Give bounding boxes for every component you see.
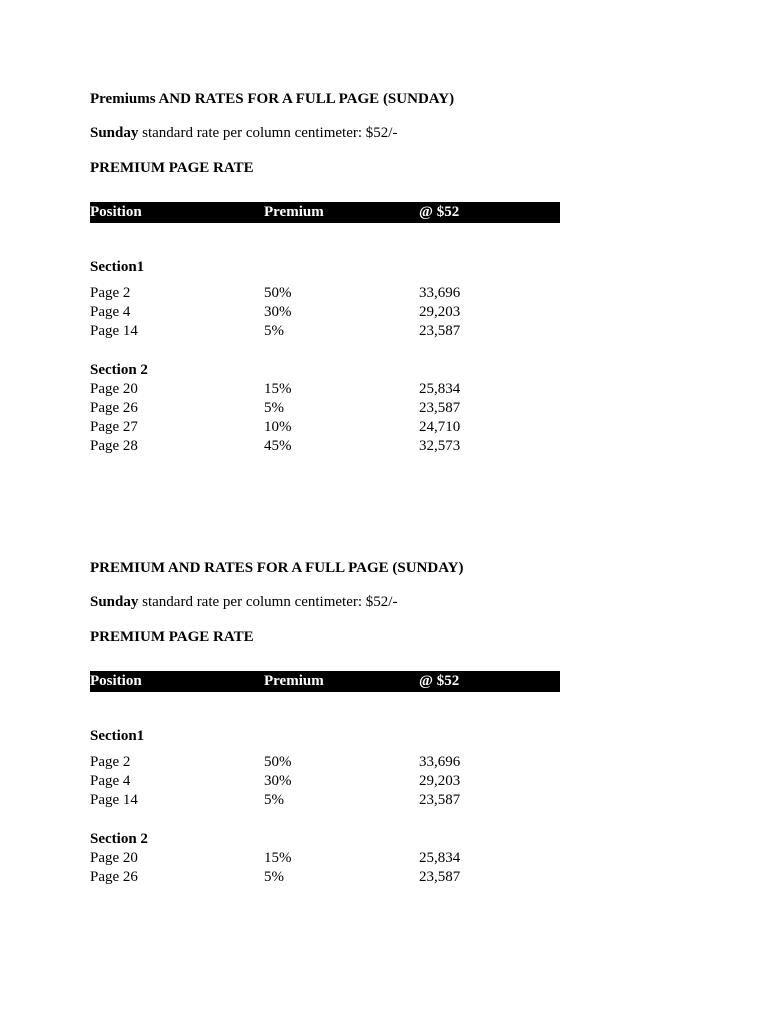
- row-rate: 32,573: [419, 438, 461, 454]
- row-position: Page 26: [90, 869, 138, 885]
- row-premium: 10%: [264, 419, 292, 435]
- document-title: Premiums AND RATES FOR A FULL PAGE (SUNDAY): [90, 91, 455, 107]
- row-position: Page 20: [90, 381, 138, 397]
- rate-description: standard rate per column centimeter: $52/-: [138, 125, 398, 141]
- document-title: PREMIUM AND RATES FOR A FULL PAGE (SUNDAY): [90, 560, 464, 576]
- row-premium: 50%: [264, 285, 292, 301]
- row-rate: 29,203: [419, 773, 461, 789]
- table-row: [90, 381, 560, 400]
- row-premium: 15%: [264, 850, 292, 866]
- column-header-premium: Premium: [264, 673, 324, 689]
- row-position: Page 2: [90, 285, 131, 301]
- table-header: [90, 671, 560, 692]
- row-position: Page 27: [90, 419, 138, 435]
- row-premium: 5%: [264, 323, 284, 339]
- table-row: [90, 285, 560, 304]
- section-label: Section 2: [90, 362, 148, 378]
- row-position: Page 4: [90, 304, 131, 320]
- table-header: [90, 202, 560, 223]
- row-rate: 23,587: [419, 869, 461, 885]
- table-row: [90, 304, 560, 323]
- row-premium: 5%: [264, 400, 284, 416]
- table-row: [90, 323, 560, 342]
- table-row: [90, 792, 560, 811]
- rate-day-label: Sunday: [90, 594, 139, 610]
- row-position: Page 26: [90, 400, 138, 416]
- row-position: Page 4: [90, 773, 131, 789]
- row-rate: 25,834: [419, 381, 461, 397]
- row-position: Page 2: [90, 754, 131, 770]
- section-label: Section 2: [90, 831, 148, 847]
- row-rate: 23,587: [419, 792, 461, 808]
- row-premium: 50%: [264, 754, 292, 770]
- section-label: Section1: [90, 728, 145, 744]
- row-position: Page 28: [90, 438, 138, 454]
- column-header-rate: @ $52: [419, 204, 460, 220]
- row-position: Page 14: [90, 792, 138, 808]
- row-premium: 30%: [264, 304, 292, 320]
- column-header-premium: Premium: [264, 204, 324, 220]
- row-position: Page 20: [90, 850, 138, 866]
- column-header-position: Position: [90, 673, 142, 689]
- row-rate: 33,696: [419, 285, 461, 301]
- row-position: Page 14: [90, 323, 138, 339]
- row-rate: 25,834: [419, 850, 461, 866]
- standard-rate-line: [90, 125, 397, 142]
- premium-page-rate-heading: PREMIUM PAGE RATE: [90, 160, 254, 176]
- row-premium: 5%: [264, 792, 284, 808]
- column-header-position: Position: [90, 204, 142, 220]
- row-premium: 45%: [264, 438, 292, 454]
- standard-rate-line: [90, 594, 397, 611]
- section-label: Section1: [90, 259, 145, 275]
- table-row: [90, 400, 560, 419]
- row-rate: 23,587: [419, 400, 461, 416]
- table-row: [90, 850, 560, 869]
- premium-page-rate-heading: PREMIUM PAGE RATE: [90, 629, 254, 645]
- row-premium: 5%: [264, 869, 284, 885]
- table-row: [90, 438, 560, 457]
- table-row: [90, 869, 560, 888]
- row-premium: 30%: [264, 773, 292, 789]
- table-row: [90, 754, 560, 773]
- table-row: [90, 773, 560, 792]
- table-row: [90, 419, 560, 438]
- row-premium: 15%: [264, 381, 292, 397]
- column-header-rate: @ $52: [419, 673, 460, 689]
- row-rate: 24,710: [419, 419, 461, 435]
- row-rate: 33,696: [419, 754, 461, 770]
- row-rate: 29,203: [419, 304, 461, 320]
- rate-day-label: Sunday: [90, 125, 139, 141]
- row-rate: 23,587: [419, 323, 461, 339]
- rate-description: standard rate per column centimeter: $52/-: [138, 594, 398, 610]
